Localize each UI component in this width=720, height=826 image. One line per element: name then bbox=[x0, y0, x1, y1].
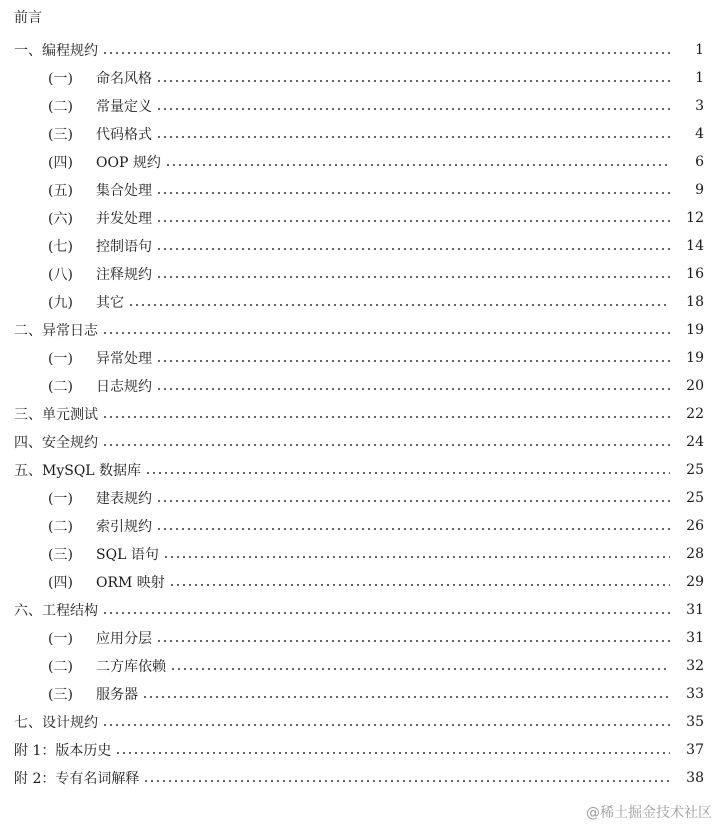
toc-entry[interactable] bbox=[0, 148, 720, 176]
toc-entry[interactable] bbox=[0, 64, 720, 92]
dot-leader bbox=[102, 724, 670, 726]
table-of-contents bbox=[0, 36, 720, 792]
toc-entry[interactable] bbox=[0, 400, 720, 428]
dot-leader bbox=[128, 304, 670, 306]
toc-entry[interactable] bbox=[0, 36, 720, 64]
toc-entry[interactable] bbox=[0, 176, 720, 204]
toc-entry-page: 18 bbox=[686, 294, 704, 310]
toc-entry-number: (四) bbox=[48, 575, 73, 591]
dot-leader bbox=[169, 584, 670, 586]
toc-entry-page: 22 bbox=[686, 406, 704, 422]
dot-leader bbox=[115, 752, 670, 754]
toc-entry-number: (一) bbox=[48, 351, 73, 367]
toc-entry-page: 6 bbox=[695, 154, 704, 170]
dot-leader bbox=[156, 640, 670, 642]
toc-entry-page: 32 bbox=[686, 658, 704, 674]
toc-entry[interactable] bbox=[0, 764, 720, 792]
toc-entry-number: (六) bbox=[48, 211, 73, 227]
toc-entry-title: 索引规约 bbox=[96, 519, 152, 535]
toc-entry-title: 附 1：版本历史 bbox=[14, 743, 112, 759]
dot-leader bbox=[102, 444, 670, 446]
toc-entry[interactable] bbox=[0, 428, 720, 456]
toc-entry[interactable] bbox=[0, 344, 720, 372]
toc-entry-number: (三) bbox=[48, 547, 73, 563]
dot-leader bbox=[156, 276, 670, 278]
toc-entry[interactable] bbox=[0, 92, 720, 120]
toc-entry-title: 三、单元测试 bbox=[14, 407, 98, 423]
toc-entry-page: 28 bbox=[686, 546, 704, 562]
toc-entry[interactable] bbox=[0, 568, 720, 596]
watermark: @稀土掘金技术社区 bbox=[586, 805, 712, 821]
toc-entry-title: 建表规约 bbox=[96, 491, 152, 507]
toc-entry-page: 4 bbox=[695, 126, 704, 142]
dot-leader bbox=[156, 108, 670, 110]
toc-entry-title: ORM 映射 bbox=[96, 575, 165, 591]
toc-entry-number: (二) bbox=[48, 519, 73, 535]
toc-entry-number: (三) bbox=[48, 687, 73, 703]
toc-entry-page: 19 bbox=[686, 350, 704, 366]
dot-leader bbox=[156, 136, 670, 138]
dot-leader bbox=[156, 528, 670, 530]
dot-leader bbox=[156, 500, 670, 502]
dot-leader bbox=[156, 388, 670, 390]
toc-entry[interactable] bbox=[0, 372, 720, 400]
dot-leader bbox=[102, 416, 670, 418]
toc-entry-title: 其它 bbox=[96, 295, 124, 311]
toc-entry-title: 四、安全规约 bbox=[14, 435, 98, 451]
toc-entry-page: 20 bbox=[686, 378, 704, 394]
dot-leader bbox=[102, 332, 670, 334]
toc-entry[interactable] bbox=[0, 596, 720, 624]
dot-leader bbox=[142, 696, 670, 698]
dot-leader bbox=[170, 668, 670, 670]
dot-leader bbox=[165, 164, 670, 166]
toc-entry[interactable] bbox=[0, 680, 720, 708]
dot-leader bbox=[156, 220, 670, 222]
toc-entry-title: 常量定义 bbox=[96, 99, 152, 115]
toc-entry[interactable] bbox=[0, 540, 720, 568]
toc-entry[interactable] bbox=[0, 652, 720, 680]
dot-leader bbox=[156, 248, 670, 250]
toc-entry[interactable] bbox=[0, 736, 720, 764]
dot-leader bbox=[163, 556, 670, 558]
toc-entry[interactable] bbox=[0, 260, 720, 288]
dot-leader bbox=[156, 192, 670, 194]
toc-entry-page: 9 bbox=[695, 182, 704, 198]
toc-entry[interactable] bbox=[0, 708, 720, 736]
toc-entry-title: 七、设计规约 bbox=[14, 715, 98, 731]
dot-leader bbox=[102, 52, 670, 54]
toc-entry[interactable] bbox=[0, 456, 720, 484]
toc-entry-title: 服务器 bbox=[96, 687, 138, 703]
toc-entry[interactable] bbox=[0, 120, 720, 148]
toc-entry-number: (二) bbox=[48, 379, 73, 395]
toc-entry-page: 31 bbox=[686, 630, 704, 646]
toc-entry-page: 24 bbox=[686, 434, 704, 450]
toc-entry-title: 二方库依赖 bbox=[96, 659, 166, 675]
toc-entry-page: 25 bbox=[686, 462, 704, 478]
toc-entry-title: 控制语句 bbox=[96, 239, 152, 255]
preface-heading: 前言 bbox=[14, 10, 42, 26]
toc-entry-page: 14 bbox=[686, 238, 704, 254]
toc-entry-number: (五) bbox=[48, 183, 73, 199]
toc-entry-title: 五、MySQL 数据库 bbox=[14, 463, 142, 479]
toc-entry-title: 六、工程结构 bbox=[14, 603, 98, 619]
toc-entry-page: 26 bbox=[686, 518, 704, 534]
toc-entry[interactable] bbox=[0, 288, 720, 316]
toc-entry-title: 附 2：专有名词解释 bbox=[14, 771, 140, 787]
toc-entry-page: 37 bbox=[686, 742, 704, 758]
toc-entry-title: OOP 规约 bbox=[96, 155, 161, 171]
dot-leader bbox=[156, 360, 670, 362]
toc-entry-title: 二、异常日志 bbox=[14, 323, 98, 339]
toc-entry-title: 集合处理 bbox=[96, 183, 152, 199]
toc-entry-page: 31 bbox=[686, 602, 704, 618]
toc-entry-number: (二) bbox=[48, 99, 73, 115]
toc-entry-page: 35 bbox=[686, 714, 704, 730]
toc-entry-number: (二) bbox=[48, 659, 73, 675]
toc-entry-number: (一) bbox=[48, 631, 73, 647]
toc-entry-page: 1 bbox=[695, 42, 704, 58]
toc-entry-title: SQL 语句 bbox=[96, 547, 159, 563]
toc-entry-title: 一、编程规约 bbox=[14, 43, 98, 59]
toc-entry[interactable] bbox=[0, 624, 720, 652]
toc-entry[interactable] bbox=[0, 316, 720, 344]
toc-entry-title: 日志规约 bbox=[96, 379, 152, 395]
toc-entry-title: 命名风格 bbox=[96, 71, 152, 87]
toc-entry-number: (九) bbox=[48, 295, 73, 311]
toc-entry-page: 3 bbox=[695, 98, 704, 114]
toc-entry-page: 16 bbox=[686, 266, 704, 282]
toc-entry-title: 注释规约 bbox=[96, 267, 152, 283]
toc-entry[interactable] bbox=[0, 232, 720, 260]
toc-entry-title: 异常处理 bbox=[96, 351, 152, 367]
toc-entry-page: 1 bbox=[695, 70, 704, 86]
toc-entry-number: (三) bbox=[48, 127, 73, 143]
toc-entry-number: (一) bbox=[48, 491, 73, 507]
toc-entry-page: 19 bbox=[686, 322, 704, 338]
toc-entry-number: (八) bbox=[48, 267, 73, 283]
toc-entry[interactable] bbox=[0, 204, 720, 232]
toc-entry-page: 33 bbox=[686, 686, 704, 702]
toc-entry-title: 应用分层 bbox=[96, 631, 152, 647]
toc-entry-title: 并发处理 bbox=[96, 211, 152, 227]
toc-entry-page: 12 bbox=[686, 210, 704, 226]
toc-entry-page: 38 bbox=[686, 770, 704, 786]
toc-entry-number: (四) bbox=[48, 155, 73, 171]
dot-leader bbox=[145, 472, 670, 474]
dot-leader bbox=[156, 80, 670, 82]
toc-entry-number: (七) bbox=[48, 239, 73, 255]
toc-entry-page: 25 bbox=[686, 490, 704, 506]
toc-entry[interactable] bbox=[0, 484, 720, 512]
dot-leader bbox=[143, 780, 670, 782]
toc-entry-page: 29 bbox=[686, 574, 704, 590]
toc-entry-title: 代码格式 bbox=[96, 127, 152, 143]
dot-leader bbox=[102, 612, 670, 614]
toc-entry[interactable] bbox=[0, 512, 720, 540]
toc-entry-number: (一) bbox=[48, 71, 73, 87]
